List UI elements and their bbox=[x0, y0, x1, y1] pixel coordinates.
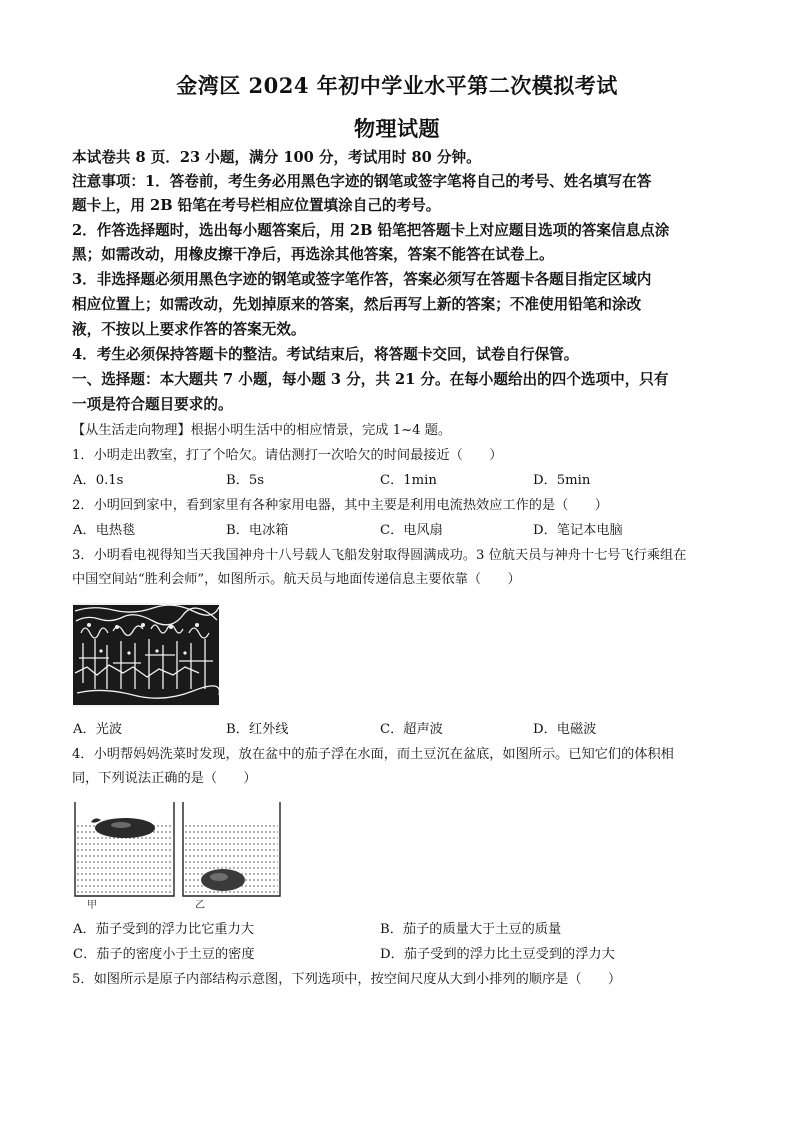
q2-stem: 2．小明回到家中，看到家里有各种家用电器，其中主要是利用电流热效应工作的是（ ） bbox=[72, 498, 608, 513]
q3-option-d: D．电磁波 bbox=[533, 722, 597, 737]
q4-option-b: B．茄子的质量大于土豆的质量 bbox=[380, 922, 562, 937]
section1-heading-a: 一、选择题：本大题共 7 小题，每小题 3 分，共 21 分。在每小题给出的四个选项中，只有 bbox=[72, 371, 669, 388]
note2-line-b: 黑；如需改动，用橡皮擦干净后，再选涂其他答案，答案不能答在试卷上。 bbox=[72, 246, 554, 263]
q3-stem-a: 3．小明看电视得知当天我国神舟十八号载人飞船发射取得圆满成功。3 位航天员与神舟十七号飞行乘组在 bbox=[72, 548, 687, 563]
note3-line-b: 相应位置上；如需改动，先划掉原来的答案，然后再写上新的答案；不准使用铅笔和涂改 bbox=[72, 296, 642, 313]
q2-option-d: D．笔记本电脑 bbox=[533, 523, 623, 538]
q1-option-d: D．5min bbox=[533, 473, 591, 488]
q1-stem: 1．小明走出教室，打了个哈欠。请估测打一次哈欠的时间最接近（ ） bbox=[72, 448, 503, 463]
q4-option-a: A．茄子受到的浮力比它重力大 bbox=[73, 922, 254, 937]
astronauts-photo bbox=[73, 603, 219, 707]
potato-shape bbox=[201, 869, 245, 891]
q1-option-a: A．0.1s bbox=[73, 473, 124, 488]
figure-label-jia: 甲 bbox=[87, 900, 97, 910]
note1-line-a: 注意事项：1．答卷前，考生务必用黑色字迹的钢笔或签字笔将自己的考号、姓名填写在答 bbox=[72, 173, 652, 190]
exam-subtitle: 物理试题 bbox=[354, 116, 440, 141]
note3-line-c: 液，不按以上要求作答的答案无效。 bbox=[72, 321, 306, 338]
figure-label-yi: 乙 bbox=[195, 900, 205, 910]
note4-line: 4．考生必须保持答题卡的整洁。考试结束后，将答题卡交回，试卷自行保管。 bbox=[72, 346, 579, 363]
q5-stem: 5．如图所示是原子内部结构示意图，下列选项中，按空间尺度从大到小排列的顺序是（ ） bbox=[72, 972, 622, 987]
q4-option-c: C．茄子的密度小于土豆的密度 bbox=[73, 947, 255, 962]
note1-line-b: 题卡上，用 2B 铅笔在考号栏相应位置填涂自己的考号。 bbox=[72, 197, 441, 214]
intro-line: 本试卷共 8 页．23 小题，满分 100 分，考试用时 80 分钟。 bbox=[72, 149, 481, 166]
note2-line-a: 2．作答选择题时，选出每小题答案后，用 2B 铅笔把答题卡上对应题目选项的答案信息点涂 bbox=[72, 222, 670, 239]
q1-option-c: C．1min bbox=[380, 473, 437, 488]
q2-option-c: C．电风扇 bbox=[380, 523, 443, 538]
q2-option-b: B．电冰箱 bbox=[226, 523, 289, 538]
q2-option-a: A．电热毯 bbox=[73, 523, 136, 538]
q3-option-b: B．红外线 bbox=[226, 722, 289, 737]
section1-context: 【从生活走向物理】根据小明生活中的相应情景，完成 1~4 题。 bbox=[72, 423, 452, 438]
q4-option-d: D．茄子受到的浮力比土豆受到的浮力大 bbox=[380, 947, 615, 962]
section1-heading-b: 一项是符合题目要求的。 bbox=[72, 396, 233, 413]
eggplant-shape bbox=[91, 818, 155, 838]
q3-option-a: A．光波 bbox=[73, 722, 123, 737]
q3-option-c: C．超声波 bbox=[380, 722, 443, 737]
eggplant-potato-figure bbox=[73, 800, 283, 910]
exam-title: 金湾区 2024 年初中学业水平第二次模拟考试 bbox=[176, 73, 618, 98]
q4-stem-a: 4．小明帮妈妈洗菜时发现，放在盆中的茄子浮在水面，而土豆沉在盆底，如图所示。已知它们的体积相 bbox=[72, 747, 674, 762]
q1-option-b: B．5s bbox=[226, 473, 265, 488]
note3-line-a: 3．非选择题必须用黑色字迹的钢笔或签字笔作答，答案必须写在答题卡各题目指定区域内 bbox=[72, 271, 652, 288]
q4-stem-b: 同，下列说法正确的是（ ） bbox=[72, 771, 257, 786]
q3-stem-b: 中国空间站“胜利会师”，如图所示。航天员与地面传递信息主要依靠（ ） bbox=[72, 572, 521, 587]
